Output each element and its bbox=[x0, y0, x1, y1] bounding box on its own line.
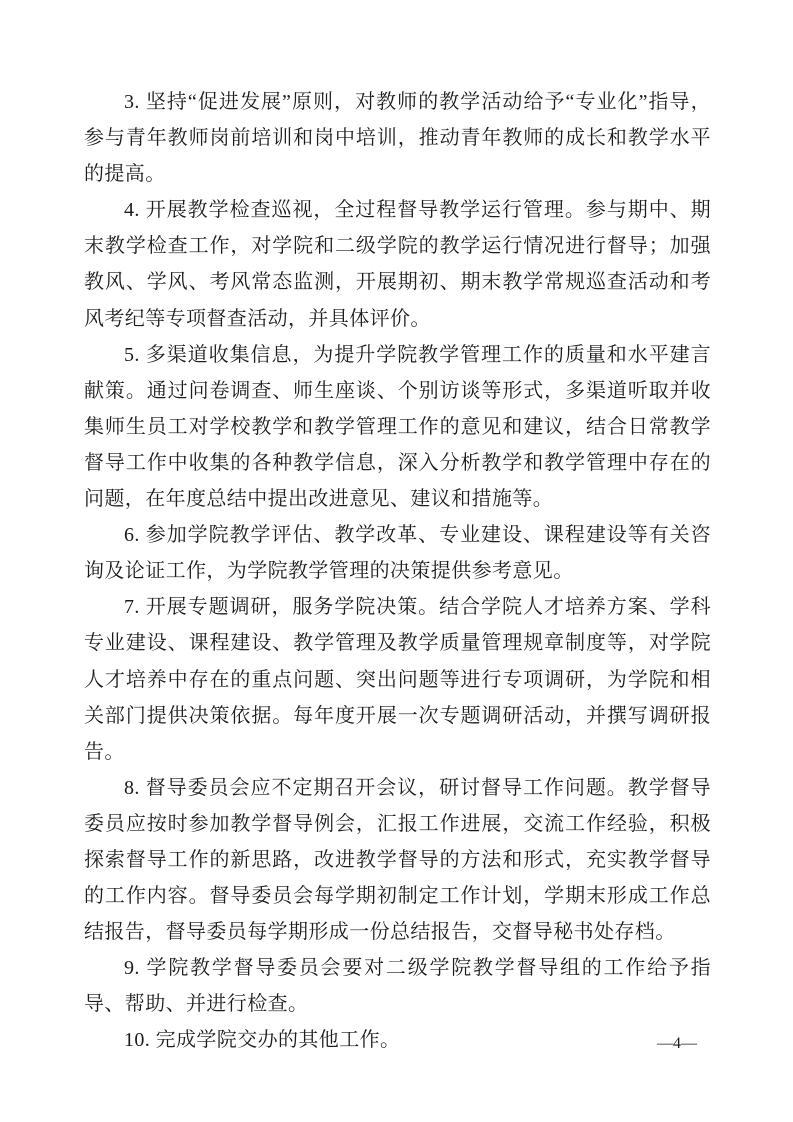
page-number: —4— bbox=[657, 1035, 697, 1052]
paragraph-item-7: 7. 开展专题调研，服务学院决策。结合学院人才培养方案、学科专业建设、课程建设、教学管理及教学质量管理规章制度等，对学院人才培养中存在的重点问题、突出问题等进行专项调研，为学院和相关部门提供决策依据。每年度开展一次专题调研活动，并撰写调研报告。 bbox=[84, 596, 711, 763]
paragraph-item-4: 4. 开展教学检查巡视，全过程督导教学运行管理。参与期中、期末教学检查工作，对学院和二级学院的教学运行情况进行督导；加强教风、学风、考风常态监测，开展期初、期末教学常规巡查活动和考风考纪等专项督查活动，并具体评价。 bbox=[84, 199, 711, 330]
paragraph-item-5: 5. 多渠道收集信息，为提升学院教学管理工作的质量和水平建言献策。通过问卷调查、师生座谈、个别访谈等形式，多渠道听取并收集师生员工对学校教学和教学管理工作的意见和建议，结合日常教学督导工作中收集的各种教学信息，深入分析教学和教学管理中存在的问题，在年度总结中提出改进意见、建议和措施等。 bbox=[84, 343, 711, 511]
paragraph-item-8: 8. 督导委员会应不定期召开会议，研讨督导工作问题。教学督导委员应按时参加教学督导例会，汇报工作进展，交流工作经验，积极探索督导工作的新思路，改进教学督导的方法和形式，充实教学督导的工作内容。督导委员会每学期初制定工作计划，学期末形成工作总结报告，督导委员每学期形成一份总结报告，交督导秘书处存档。 bbox=[84, 776, 711, 944]
paragraph-item-6: 6. 参加学院教学评估、教学改革、专业建设、课程建设等有关咨询及论证工作，为学院教学管理的决策提供参考意见。 bbox=[84, 524, 711, 583]
paragraph-item-10: 10. 完成学院交办的其他工作。 bbox=[124, 1029, 401, 1052]
document-body bbox=[84, 84, 711, 1059]
paragraph-item-9: 9. 学院教学督导委员会要对二级学院教学督导组的工作给予指导、帮助、并进行检查。 bbox=[84, 957, 711, 1016]
paragraph-item-3: 3. 坚持“促进发展”原则，对教师的教学活动给予“专业化”指导，参与青年教师岗前培训和岗中培训，推动青年教师的成长和教学水平的提高。 bbox=[84, 91, 711, 186]
